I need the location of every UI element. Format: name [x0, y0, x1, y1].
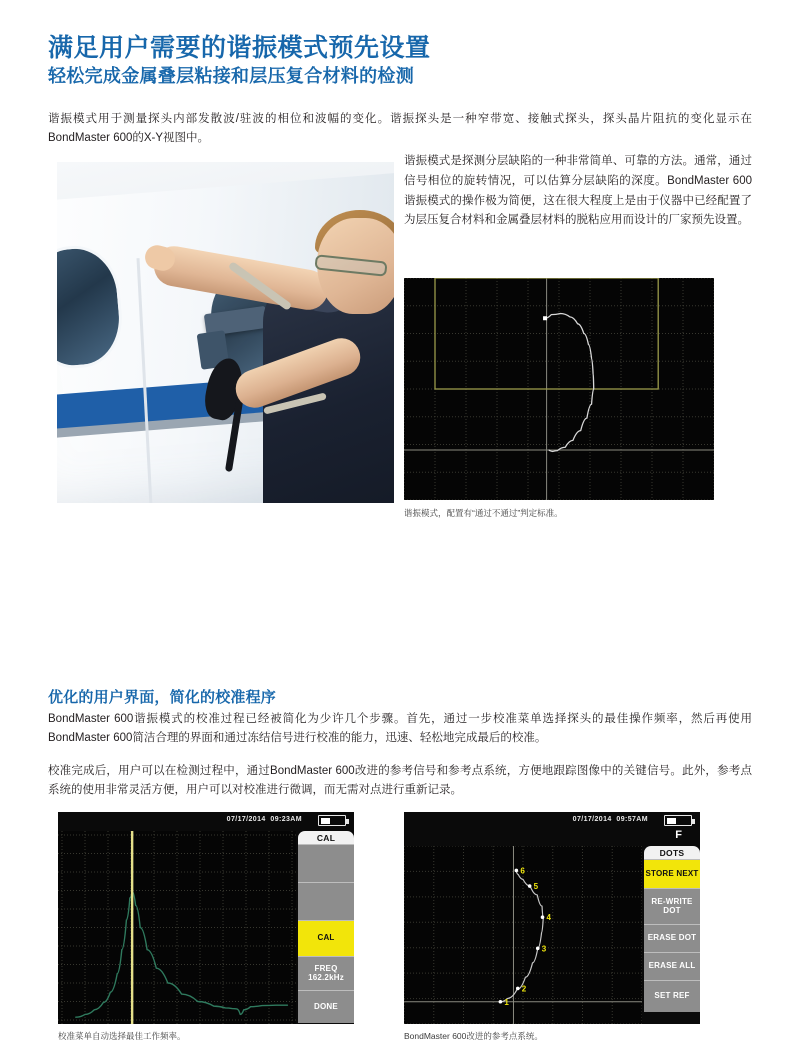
svg-text:2: 2 [521, 984, 527, 994]
menu-button-set-ref[interactable] [644, 980, 700, 1012]
menu-button-label: ERASE DOT [647, 933, 697, 943]
svg-text:3: 3 [541, 944, 547, 954]
cal-timestamp: 07/17/2014 09:23AM [226, 816, 302, 823]
battery-icon [318, 815, 346, 826]
right-column-paragraph: 谐振模式是探测分层缺陷的一种非常简单、可靠的方法。通常，通过信号相位的旋转情况，可以估算分层缺陷的深度。BondMaster 600谐振模式的操作极为简便，这在很大程度上是由于仪器中已经配置了为层压复合材料和金属叠层材料的脱粘应用而设计的厂家预先设置。 [404, 155, 752, 227]
xy-view-caption: 谐振模式，配置有“通过不通过”判定标准。 [404, 508, 563, 518]
section-heading: 优化的用户界面，简化的校准程序 [48, 689, 277, 706]
technician-photo [57, 162, 394, 503]
menu-button-erase-dot[interactable] [644, 924, 700, 952]
menu-button-store-next[interactable] [644, 859, 700, 888]
intro-paragraph: 谐振模式用于测量探头内部发散波/驻波的相位和波幅的变化。谐振探头是一种窄带宽、接触式探头，探头晶片阻抗的变化显示在BondMaster 600的X-Y视图中。 [48, 113, 752, 144]
menu-button-label: DONE [314, 1001, 338, 1011]
menu-button-label: FREQ [314, 963, 338, 973]
dots-xy-plot [404, 846, 642, 1024]
menu-button-label: SET REF [654, 991, 690, 1001]
page-subtitle: 轻松完成金属叠层粘接和层压复合材料的检测 [48, 66, 414, 86]
dots-timestamp: 07/17/2014 09:57AM [572, 816, 648, 823]
menu-button-value: DOT [663, 905, 681, 915]
menu-button-label: CAL [317, 933, 335, 943]
menu-button-empty-1 [298, 882, 354, 920]
section-paragraph-2: 校准完成后，用户可以在检测过程中，通过BondMaster 600改进的参考信号和参考点系统，方便地跟踪图像中的关键信号。此外，参考点系统的使用非常灵活方便，用户可以对校准进行微调，而无需对点进行重新记录。 [48, 765, 752, 796]
menu-button-cal[interactable] [298, 920, 354, 956]
menu-button-freq[interactable] [298, 956, 354, 990]
cal-side-menu[interactable] [298, 831, 354, 1023]
xy-plot [404, 278, 714, 500]
cal-frequency-plot [58, 831, 296, 1024]
xy-view-screenshot [404, 278, 714, 500]
cal-screenshot-caption: 校准菜单自动选择最佳工作频率。 [58, 1031, 186, 1041]
freeze-indicator: F [675, 829, 682, 841]
svg-text:4: 4 [546, 913, 551, 923]
svg-text:6: 6 [520, 866, 525, 876]
menu-button-erase-all[interactable] [644, 952, 700, 980]
menu-button-label: ERASE ALL [648, 961, 696, 971]
dots-menu-screenshot [404, 812, 700, 1024]
svg-text:1: 1 [504, 997, 509, 1007]
dots-screenshot-caption: BondMaster 600改进的参考点系统。 [404, 1031, 543, 1041]
cal-status-bar [58, 812, 354, 829]
menu-button-done[interactable] [298, 990, 354, 1023]
dots-status-bar [404, 812, 700, 829]
dots-side-menu[interactable] [644, 846, 700, 1012]
battery-icon [664, 815, 692, 826]
menu-button-label: RE-WRITE [651, 896, 693, 906]
menu-button-re-write[interactable] [644, 888, 700, 924]
cal-menu-screenshot [58, 812, 354, 1024]
svg-text:5: 5 [533, 882, 539, 892]
menu-header: DOTS [644, 846, 700, 859]
page-title: 满足用户需要的谐振模式预先设置 [48, 34, 431, 62]
section-paragraph-1: BondMaster 600谐振模式的校准过程已经被简化为少许几个步骤。首先，通过一步校准菜单选择探头的最佳操作频率，然后再使用BondMaster 600简洁合理的界面和通过冻结信号进行校准的能力，迅速、轻松地完成最后的校准。 [48, 713, 752, 744]
menu-button-empty-0 [298, 844, 354, 882]
menu-header: CAL [298, 831, 354, 844]
menu-button-value: 162.2kHz [308, 972, 344, 982]
menu-button-label: STORE NEXT [645, 868, 699, 878]
